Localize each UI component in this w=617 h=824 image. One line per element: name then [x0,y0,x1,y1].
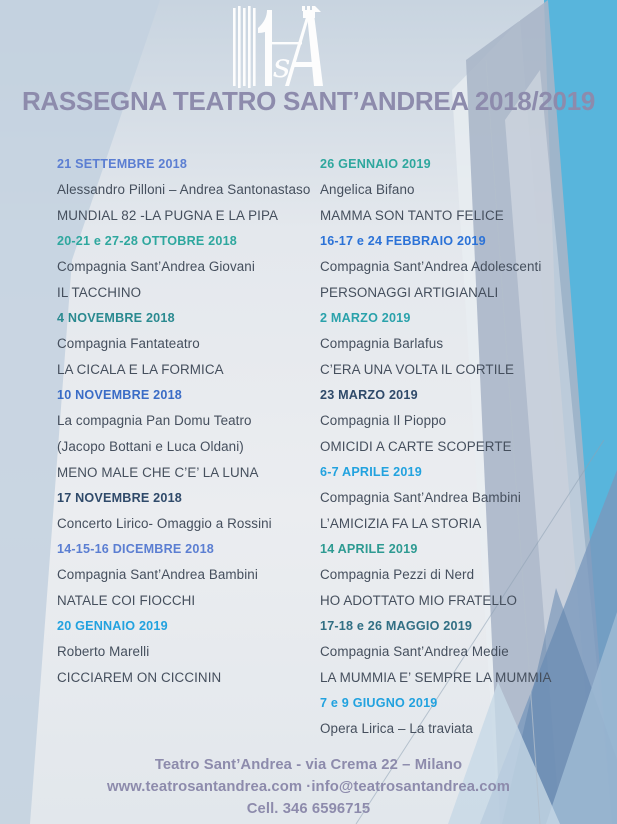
event-date: 21 SETTEMBRE 2018 [57,156,188,171]
poster-title: RASSEGNA TEATRO SANT’ANDREA 2018/2019 [21,86,596,116]
event-date: 23 MARZO 2019 [320,388,418,403]
event-line: Compagnia Sant’Andrea Bambini [320,490,521,506]
event-date: 26 GENNAIO 2019 [320,156,431,171]
event-date: 20-21 e 27-28 OTTOBRE 2018 [57,233,237,248]
event-line: Compagnia Fantateatro [57,336,200,352]
event-line: MUNDIAL 82 -LA PUGNA E LA PIPA [57,207,279,223]
footer-address: Teatro Sant’Andrea - via Crema 22 – Milano [154,757,463,773]
event-line: Angelica Bifano [320,182,415,198]
theater-logo-icon [231,6,327,90]
event-date: 20 GENNAIO 2019 [57,619,168,634]
event-line: LA MUMMIA E’ SEMPRE LA MUMMIA [320,670,552,686]
event-line: La compagnia Pan Domu Teatro [57,413,252,429]
event-date: 2 MARZO 2019 [320,310,411,325]
events-column-left [57,151,315,690]
event-line: PERSONAGGI ARTIGIANALI [320,284,499,300]
event-line: MENO MALE CHE C’E’ LA LUNA [57,464,259,480]
event-line: Compagnia Sant’Andrea Bambini [57,567,258,583]
event-line: Compagnia Sant’Andrea Medie [320,644,509,660]
event-date: 10 NOVEMBRE 2018 [57,388,182,403]
event-line: C’ERA UNA VOLTA IL CORTILE [320,361,515,377]
event-line: Compagnia Il Pioppo [320,413,447,429]
event-line: HO ADOTTATO MIO FRATELLO [320,593,518,609]
event-line: CICCIAREM ON CICCININ [57,670,222,686]
event-line: MAMMA SON TANTO FELICE [320,207,504,223]
event-date: 16-17 e 24 FEBBRAIO 2019 [320,233,486,248]
event-line: Concerto Lirico- Omaggio a Rossini [57,515,272,531]
event-date: 6-7 APRILE 2019 [320,465,422,480]
footer-web-email: www.teatrosantandrea.com ·info@teatrosantandrea.com [107,779,510,795]
event-line: OMICIDI A CARTE SCOPERTE [320,438,512,454]
svg-text:s: s [273,46,291,86]
theater-logo [231,6,327,90]
footer [0,754,617,820]
event-line: Alessandro Pilloni – Andrea Santonastaso [57,182,311,198]
event-date: 7 e 9 GIUGNO 2019 [320,696,438,711]
event-line: (Jacopo Bottani e Luca Oldani) [57,438,244,454]
event-date: 14 APRILE 2019 [320,542,418,557]
event-line: Roberto Marelli [57,644,150,660]
event-line: Compagnia Sant’Andrea Giovani [57,259,255,275]
event-date: 17-18 e 26 MAGGIO 2019 [320,619,473,634]
event-date: 14-15-16 DICEMBRE 2018 [57,542,214,557]
event-date: 4 NOVEMBRE 2018 [57,310,175,325]
event-line: IL TACCHINO [57,284,142,300]
event-line: Compagnia Pezzi di Nerd [320,567,475,583]
event-line: Opera Lirica – La traviata [320,721,473,737]
events-column-right [320,151,600,742]
footer-phone: Cell. 346 6596715 [246,801,371,817]
event-line: NATALE COI FIOCCHI [57,593,196,609]
event-date: 17 NOVEMBRE 2018 [57,490,182,505]
event-line: LA CICALA E LA FORMICA [57,361,224,377]
event-line: L’AMICIZIA FA LA STORIA [320,515,482,531]
event-line: Compagnia Barlafus [320,336,444,352]
event-line: Compagnia Sant’Andrea Adolescenti [320,259,542,275]
